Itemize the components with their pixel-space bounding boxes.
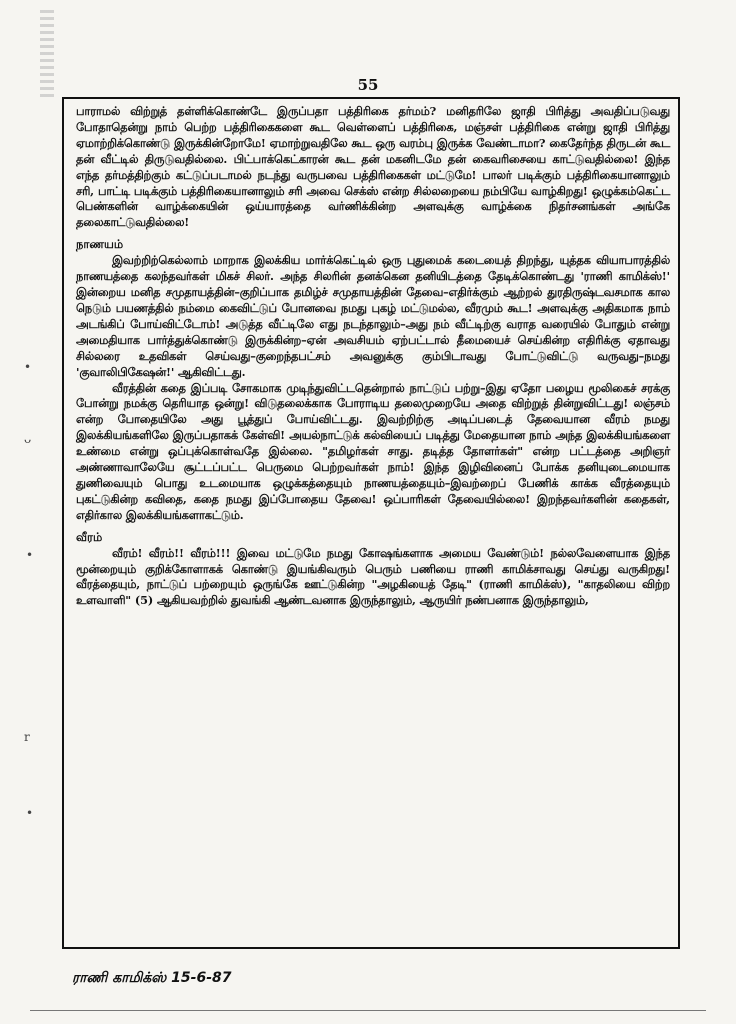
bottom-rule bbox=[30, 1010, 706, 1011]
paragraph-honesty-2: வீரத்தின் கதை இப்படி சோகமாக முடிந்துவிட்டதென்றால் நாட்டுப் பற்று–இது ஏதோ பழைய மூலிகைச் சரக்கு போன்று நமக்கு தெரியாத ஒன்று! விடுதலைக்காக போராடிய தலைமுறையே அதை விற்றுத் தின்றுவிட்டது! லஞ்சம் என்ற போதையிலே அது பூத்துப் போய்விட்டது. இவற்றிற்கு அடிப்படைத் தேவையான வீரம் நமது இலக்கியங்களிலே இருப்பதாகக் கேள்வி! அயல்நாட்டுக் கல்வியைப் படித்து மேதையான நாம் அந்த இலக்கியங்களை உண்மை என்று ஒப்புக்கொள்வதே இல்லை. "தமிழர்கள் சாது. தடித்த தோளர்கள்" என்ற பட்டத்தை அறிஞர் அண்ணாவாலேயே சூட்டப்பட்ட பெருமை பெற்றவர்கள் நாம்! இந்த இழிவினைப் போக்க தனியுடைமையாக துணிவையும் பொது உடமையாக ஒழுக்கத்தையும் நாணயத்தையும்–இவற்றைப் பேணிக் காக்க வீரத்தையும் புகட்டுகின்ற கவிதை, கதை நமது இப்போதைய தேவை! ஒப்பாரிகள் தேவையில்லை! இறந்தவர்களின் கதைகள், எதிர்கால இலக்கியங்களாகட்டும். bbox=[76, 380, 670, 522]
article-text-box bbox=[62, 97, 680, 949]
paragraph-valour-1: வீரம்! வீரம்!! வீரம்!!! இவை மட்டுமே நமது கோஷங்களாக அமைய வேண்டும்! நல்லவேளையாக இந்த மூன்றையும் குறிக்கோளாகக் கொண்டு இயங்கிவரும் பெரும் பணியை ராணி காமிக்சாவது செய்து வருகிறது! வீரத்தையும், நாட்டுப் பற்றையும் ஒருங்கே ஊட்டுகின்ற "அழகியைத் தேடி" (ராணி காமிக்ஸ்), "காதலியை விற்ற உளவாளி" (5) ஆகியவற்றில் துவங்கி ஆண்டவனாக இருந்தாலும், ஆருயிர் நண்பனாக இருந்தாலும், bbox=[76, 545, 670, 608]
page-number: 55 bbox=[357, 76, 379, 94]
margin-dot-mark: • bbox=[26, 548, 34, 562]
section-heading-valour: வீரம் bbox=[76, 529, 103, 544]
margin-dot-mark: • bbox=[24, 360, 32, 374]
margin-tick-mark: ᴗ bbox=[24, 432, 32, 446]
margin-hook-mark: r bbox=[24, 730, 30, 744]
section-heading-honesty: நாணயம் bbox=[76, 237, 124, 252]
paragraph-honesty-1: இவற்றிற்கெல்லாம் மாறாக இலக்கிய மார்க்கெட்டில் ஒரு புதுமைக் கடையைத் திறந்து, யுத்தக வியாபாரத்தில் நாணயத்தை கலந்தவர்கள் மிகச் சிலர். அந்த சிலரின் தனக்கென தனியிடத்தை தேடிக்கொண்டது 'ராணி காமிக்ஸ்!' இன்றைய மனித சமுதாயத்தின்–குறிப்பாக தமிழ்ச் சமுதாயத்தின் தேவை–எதிர்க்கும் ஆற்றல் துரதிருஷ்டவசமாக கால நெடும் பயணத்தில் நம்மை கைவிட்டுப் போனவை நமது புகழ் மட்டுமல்ல, வீரமும் கூட! அளவுக்கு அதிகமாக நாம் அடங்கிப் போய்விட்டோம்! அடுத்த வீட்டிலே எது நடந்தாலும்–அது நம் வீட்டிற்கு வராத வரையில் போதும் என்று அமைதியாக பார்த்துக்கொண்டு இருக்கின்ற–ஏன் அவசியம் ஏற்பட்டால் தீமையைச் செய்கின்ற எதிரிக்கு ஏதாவது சில்லரை உதவிகள் செய்வது–குறைந்தபட்சம் அவனுக்கு கும்பிடாவது போட்டுவிட்டு வருவது–நமது 'குவாலிபிகேஷன்!' ஆகிவிட்டது. bbox=[76, 253, 670, 379]
paragraph-press-ethics: பாராமல் விற்றுத் தள்ளிக்கொண்டே இருப்பதா பத்திரிகை தர்மம்? மனிதரிலே ஜாதி பிரித்து அவதிப்படுவது போதாதென்று நாம் பெற்ற பத்திரிகைகளை கூட வெள்ளைப் பத்திரிகை, மஞ்சள் பத்திரிகை என்று ஜாதி பிரித்து ஏமாற்றிக்கொண்டு இருக்கின்றோமே! ஏமாற்றுவதிலே கூட ஒரு வரம்பு இருக்க வேண்டாமா? கைதேர்ந்த திருடன் கூட தன் வீட்டில் திருடுவதில்லை. பிட்பாக்கெட்காரன் கூட தன் மகனிடமே தன் கைவரிசையை காட்டுவதில்லை! இந்த எந்த தர்மத்திற்கும் கட்டுப்படாமல் நடந்து வருபவை பத்திரிகைகள் மட்டுமே! பாலர் படிக்கும் பத்திரிகையானாலும் சரி, பாட்டி படிக்கும் பத்திரிகையானாலும் சரி அவை செக்ஸ் என்ற சில்லறையை நம்பியே வாழ்கிறது! ஒழுக்கம்கெட்ட பெண்களின் வாழ்க்கையின் ஒய்யாரத்தை வர்ணிக்கின்ற அளவுக்கு வாழ்க்கை நிதர்சனங்கள் அங்கே தலைகாட்டுவதில்லை! bbox=[76, 104, 670, 230]
margin-dot-mark: • bbox=[26, 806, 34, 820]
footer-source-date: ராணி காமிக்ஸ் 15-6-87 bbox=[72, 970, 232, 986]
